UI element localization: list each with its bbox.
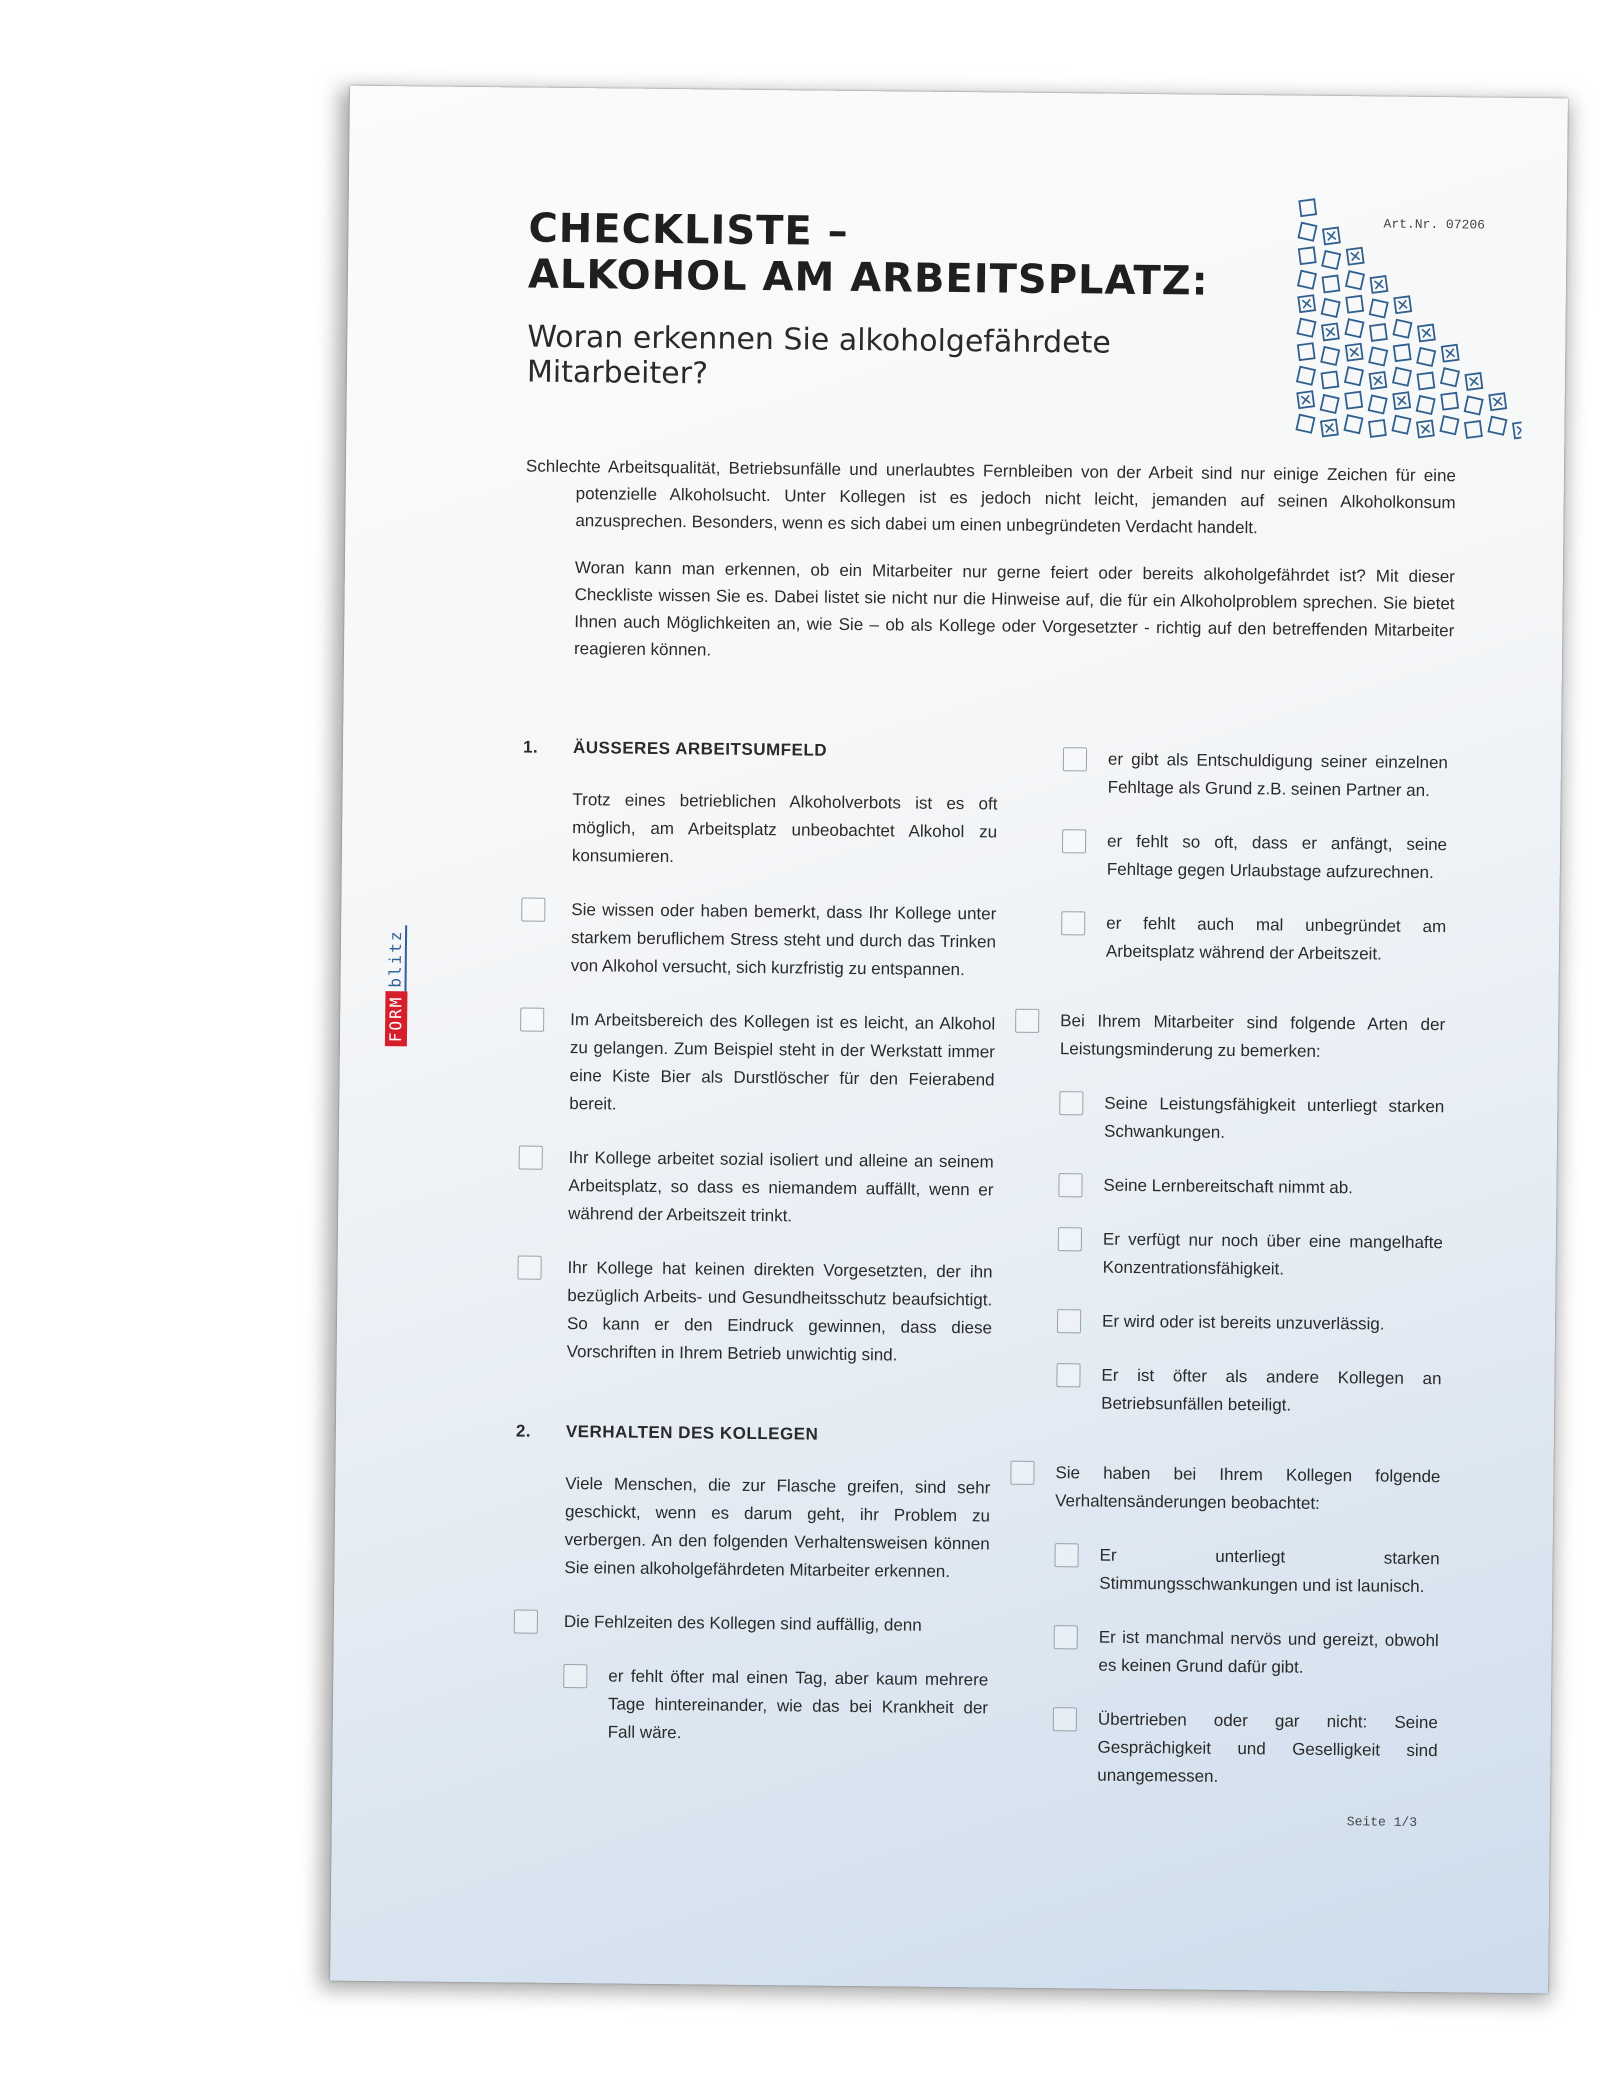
checkbox[interactable]	[1063, 747, 1087, 771]
checkbox[interactable]	[1061, 911, 1085, 935]
checklist-item-text: Übertrieben oder gar nicht: Seine Gesprächigkeit und Geselligkeit sind unangemessen.	[1097, 1709, 1438, 1786]
pattern-box-icon	[1417, 396, 1435, 414]
checklist-subitem	[1057, 1225, 1443, 1285]
checklist-subitem	[563, 1662, 989, 1750]
page-title	[528, 206, 1249, 306]
checklist-item-text: Sie haben bei Ihrem Kollegen folgende Verhaltensänderungen beobachtet:	[1055, 1463, 1441, 1513]
article-number: Art.Nr. 07206	[1383, 216, 1486, 233]
checklist-item	[1010, 1459, 1441, 1519]
pattern-box-icon	[1418, 325, 1435, 342]
logo-part-blitz: blitz	[386, 925, 407, 991]
pattern-box-icon	[1346, 271, 1364, 289]
checklist-subitem	[1058, 1171, 1443, 1203]
section-1-intro: Trotz eines betrieblichen Alkoholverbots ist es oft möglich, am Arbeitsplatz unbeobachtet Alkohol zu konsumieren.	[571, 790, 998, 867]
section-2-title: VERHALTEN DES KOLLEGEN	[565, 1422, 819, 1444]
pattern-box-icon	[1299, 199, 1316, 216]
checkbox[interactable]	[1053, 1707, 1077, 1731]
checkbox[interactable]	[521, 898, 545, 922]
pattern-box-icon	[1346, 344, 1363, 361]
pattern-box-icon	[1442, 345, 1459, 362]
section-2-heading	[516, 1421, 991, 1446]
section-2-intro: Viele Menschen, die zur Flasche greifen, sind sehr geschickt, wenn es darum geht, ihr Problem zu verbergen. An den folgenden Verhaltensweisen können Sie einen alkoholgefährdeten Mitarbeiter erkennen.	[564, 1474, 991, 1582]
checkbox[interactable]	[1056, 1363, 1080, 1387]
pattern-box-icon	[1322, 324, 1339, 341]
pattern-box-icon	[1322, 251, 1340, 269]
intro-paragraph-2: Woran kann man erkennen, ob ein Mitarbeiter nur gerne feiert oder bereits alkoholgefährdet ist? Mit dieser Checkliste wissen Sie es. Dabei listet sie nicht nur die Hinweise auf, die für ein Alkoholproblem sprechen. Sie bietet Ihnen auch Möglichkeiten an, wie Sie – ob als Kollege oder Vorgesetzter - richtig auf den betreffenden Mitarbeiter reagieren können.	[573, 558, 1455, 660]
pattern-box-icon	[1466, 373, 1483, 390]
pattern-box-icon	[1441, 416, 1459, 434]
pattern-box-icon	[1417, 348, 1435, 366]
checklist-item-text: er fehlt auch mal unbegründet am Arbeitsplatz während der Arbeitszeit.	[1105, 913, 1447, 964]
section-1-title: ÄUSSERES ARBEITSUMFELD	[572, 738, 828, 760]
checkbox[interactable]	[1058, 1173, 1082, 1197]
pattern-box-icon	[1441, 393, 1458, 410]
checklist-item-text: Ihr Kollege hat keinen direkten Vorgesetzten, der ihn bezüglich Arbeits- und Gesundheitsschutz beaufsichtigt. So kann er den Eindruck gewinnen, dass diese Vorschriften in Ihrem Betrieb unwichtig sind.	[566, 1258, 993, 1365]
checklist-item	[517, 1253, 993, 1370]
pattern-box-icon	[1417, 421, 1434, 438]
pattern-box-icon	[1465, 397, 1483, 415]
checkbox[interactable]	[1054, 1625, 1078, 1649]
checklist-subitem	[1057, 1307, 1442, 1339]
pattern-box-icon	[1322, 372, 1339, 389]
pattern-box-icon	[1298, 271, 1316, 289]
right-column	[1007, 745, 1448, 1819]
checklist-item-text: er gibt als Entschuldigung seiner einzelnen Fehltage als Grund z.B. seinen Partner an.	[1107, 749, 1449, 801]
pattern-box-icon	[1394, 296, 1411, 313]
checklist-item	[514, 1607, 989, 1640]
checklist-subitem	[1056, 1361, 1442, 1421]
pattern-box-icon	[1369, 348, 1387, 366]
pattern-box-icon	[1346, 319, 1364, 337]
pattern-box-icon	[1297, 391, 1314, 408]
document-page	[330, 86, 1568, 1994]
pattern-box-icon	[1323, 228, 1340, 245]
pattern-box-icon	[1393, 392, 1410, 409]
pattern-box-icon	[1321, 395, 1339, 413]
pattern-box-icon	[1322, 299, 1340, 317]
checklist-item-text: Seine Lernbereitschaft nimmt ab.	[1103, 1175, 1354, 1198]
title-line-1: CHECKLISTE –	[528, 205, 849, 255]
pattern-box-icon	[1297, 367, 1315, 385]
section-2-number: 2.	[515, 1421, 532, 1441]
pattern-box-icon	[1297, 415, 1315, 433]
checklist-item-text: Die Fehlzeiten des Kollegen sind auffällig, denn	[563, 1611, 922, 1635]
checklist-item-text: Er ist manchmal nervös und gereizt, obwohl es keinen Grund dafür gibt.	[1098, 1627, 1439, 1677]
checklist-item	[521, 896, 997, 985]
pattern-box-icon	[1369, 420, 1386, 437]
pattern-box-icon	[1346, 296, 1363, 313]
checkbox[interactable]	[514, 1609, 538, 1633]
pattern-box-icon	[1370, 324, 1387, 341]
checkbox[interactable]	[563, 1664, 587, 1688]
pattern-box-icon	[1371, 276, 1388, 293]
checklist-item-text: er fehlt öfter mal einen Tag, aber kaum mehrere Tage hintereinander, wie das bei Krankheit der Fall wäre.	[607, 1666, 989, 1743]
checkbox[interactable]	[1057, 1309, 1081, 1333]
pattern-box-icon	[1299, 247, 1316, 264]
pattern-box-icon	[1345, 415, 1363, 433]
section-2	[513, 1421, 991, 1750]
section-1-number: 1.	[522, 737, 539, 757]
logo-part-form: FORM	[385, 992, 408, 1047]
checklist-item-text: Er ist öfter als andere Kollegen an Betriebsunfällen beteiligt.	[1101, 1365, 1442, 1415]
checkbox-pattern-graphic	[1291, 194, 1524, 456]
pattern-box-icon	[1298, 343, 1315, 360]
pattern-box-icon	[1298, 295, 1315, 312]
pattern-box-icon	[1345, 367, 1363, 385]
checkbox[interactable]	[1010, 1461, 1034, 1485]
checklist-item-text: Ihr Kollege arbeitet sozial isoliert und alleine an seinem Arbeitsplatz, so dass es niemandem auffällt, wenn er während der Arbeitszeit trinkt.	[568, 1148, 994, 1226]
page-number: Seite 1/3	[1346, 1814, 1418, 1830]
checklist-subitem	[1054, 1541, 1440, 1601]
pattern-box-icon	[1298, 319, 1316, 337]
pattern-box-icon	[1345, 392, 1362, 409]
pattern-box-icon	[1465, 421, 1482, 438]
pattern-box-icon	[1441, 368, 1459, 386]
pattern-box-icon	[1347, 248, 1364, 265]
page-subtitle: Woran erkennen Sie alkoholgefährdete Mitarbeiter?	[526, 319, 1112, 392]
checkbox[interactable]	[519, 1146, 543, 1170]
checkbox[interactable]	[1015, 1009, 1039, 1033]
pattern-box-icon	[1321, 420, 1338, 437]
checklist-subitem	[1059, 1089, 1445, 1149]
pattern-box-icon	[1370, 372, 1387, 389]
checklist-item-text: Er wird oder ist bereits unzuverlässig.	[1101, 1311, 1385, 1334]
checkbox[interactable]	[1054, 1543, 1078, 1567]
pattern-box-icon	[1394, 344, 1411, 361]
checklist-item-text: Seine Leistungsfähigkeit unterliegt starken Schwankungen.	[1103, 1093, 1445, 1142]
checklist-item-text: Er verfügt nur noch über eine mangelhafte Konzentrationsfähigkeit.	[1102, 1229, 1443, 1279]
pattern-box-icon	[1323, 276, 1340, 293]
checkbox[interactable]	[1058, 1227, 1082, 1251]
pattern-box-icon	[1489, 393, 1506, 410]
pattern-box-icon	[1394, 320, 1412, 338]
checklist-subitem	[1063, 745, 1449, 805]
pattern-box-icon	[1393, 416, 1411, 434]
pattern-box-icon	[1418, 373, 1435, 390]
checkbox[interactable]	[517, 1255, 541, 1279]
checklist-item	[519, 1006, 995, 1123]
checklist-subitem	[1052, 1705, 1438, 1793]
pattern-box-icon	[1513, 422, 1524, 439]
checklist-item-text: Bei Ihrem Mitarbeiter sind folgende Arten der Leistungsminderung zu bemerken:	[1059, 1011, 1446, 1061]
checklist-item-text: er fehlt so oft, dass er anfängt, seine Fehltage gegen Urlaubstage aufzurechnen.	[1106, 831, 1448, 883]
pattern-box-icon	[1299, 223, 1317, 241]
checkbox[interactable]	[520, 1008, 544, 1032]
checkbox[interactable]	[1059, 1091, 1083, 1115]
pattern-box-icon	[1489, 417, 1507, 435]
checklist-item	[518, 1144, 994, 1233]
pattern-box-icon	[1321, 347, 1339, 365]
checklist-item-text: Im Arbeitsbereich des Kollegen ist es leicht, an Alkohol zu gelangen. Zum Beispiel steht in der Werkstatt immer eine Kiste Bier als Durstlöscher für den Feierabend bereit.	[569, 1010, 996, 1114]
checklist-subitem	[1062, 827, 1448, 887]
checklist-item	[1015, 1007, 1446, 1067]
checkbox[interactable]	[1062, 829, 1086, 853]
pattern-box-icon	[1370, 300, 1388, 318]
checklist-subitem	[1053, 1623, 1439, 1683]
intro-text	[524, 453, 1456, 692]
checklist-subitem	[1061, 909, 1447, 969]
pattern-box-icon	[1393, 368, 1411, 386]
title-line-2: ALKOHOL AM ARBEITSPLATZ:	[527, 251, 1209, 305]
checklist-item-text: Sie wissen oder haben bemerkt, dass Ihr Kollege unter starkem beruflichem Stress steht und durch das Trinken von Alkohol versucht, sich kurzfristig zu entspannen.	[570, 900, 997, 980]
section-1-heading	[523, 738, 998, 763]
formblitz-logo	[385, 925, 408, 1046]
pattern-box-icon	[1369, 395, 1387, 413]
left-column	[512, 738, 998, 1777]
intro-paragraph-1: Schlechte Arbeitsqualität, Betriebsunfälle und unerlaubtes Fernbleiben von der Arbeit sind nur einige Zeichen für eine potenzielle Alkoholsucht. Unter Kollegen ist es jedoch nicht leicht, jemanden auf seinen Alkoholkonsum anzusprechen. Besonders, wenn es sich dabei um einen unbegründeten Verdacht handelt.	[525, 456, 1457, 538]
checklist-item-text: Er unterliegt starken Stimmungsschwankungen und ist launisch.	[1099, 1545, 1440, 1597]
